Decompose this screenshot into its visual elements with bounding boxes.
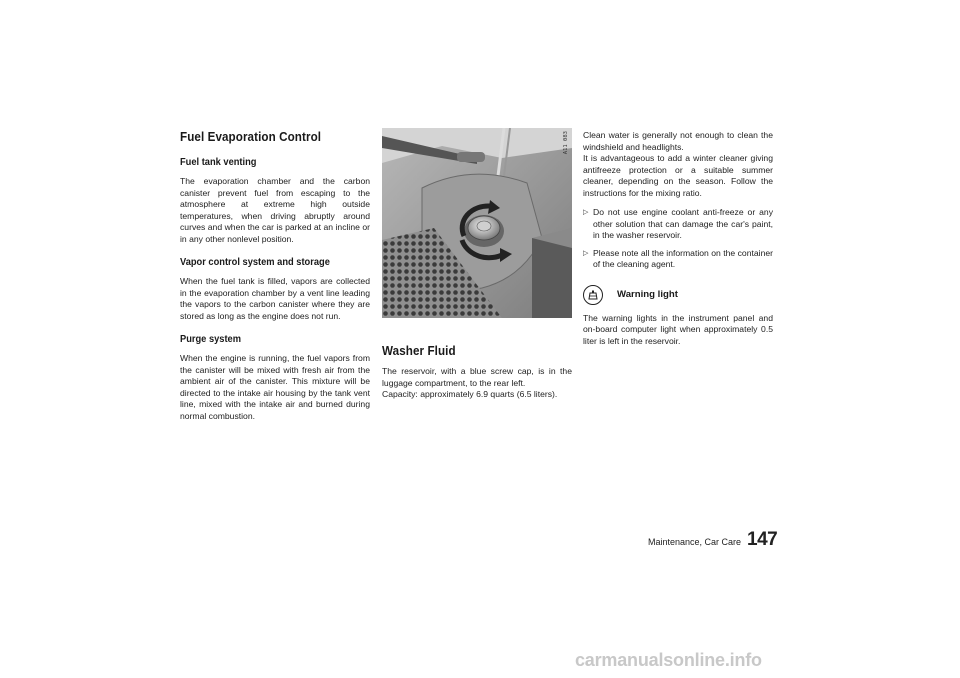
- subheading-fuel-tank-venting: Fuel tank venting: [180, 157, 257, 168]
- washer-title: Washer Fluid: [382, 344, 456, 358]
- warning-light-heading: [583, 285, 773, 305]
- washer-reservoir-photo: [382, 128, 572, 318]
- washer-paragraph-location: The reservoir, with a blue screw cap, is in the luggage compartment, to the rear left.: [382, 366, 572, 388]
- list-item: ▷ Do not use engine coolant anti-freeze or any other solution that can damage the car's paint, in the washer reservoir.: [583, 207, 773, 240]
- paragraph-purge-system: When the engine is running, the fuel vapors from the canister will be mixed with fresh air from the ambient air of the canister. This mixture will be directed to the intake air housing by the tank vent line, mixed with the intake air and burned during normal combustion.: [180, 353, 370, 421]
- watermark: carmanualsonline.info: [575, 650, 762, 670]
- paragraph-vapor-control: When the fuel tank is filled, vapors are collected in the evaporation chamber by a vent line leading the vapors to the carbon canister where they are stored as long as the engine does not run.: [180, 276, 370, 321]
- triangle-right-icon: ▷: [583, 249, 589, 257]
- page-footer: [648, 529, 777, 551]
- subheading-vapor-control: Vapor control system and storage: [180, 257, 330, 268]
- figure-code: A11 083: [563, 131, 569, 155]
- section-washer-fluid: [382, 344, 572, 413]
- paragraph-winter-cleaner: It is advantageous to add a winter cleaner giving antifreeze protection or a suitable summer cleaner, depending on the season. Follow the instructions for the mixing ratio.: [583, 153, 773, 198]
- warning-paragraph: The warning lights in the instrument panel and on-board computer light when approximately 0.5 liter is left in the reservoir.: [583, 312, 773, 346]
- list-item: ▷ Please note all the information on the container of the cleaning agent.: [583, 247, 773, 269]
- footer-section-name: Maintenance, Car Care: [648, 537, 742, 547]
- paragraph-clean-water: Clean water is generally not enough to clean the windshield and headlights.: [583, 130, 773, 152]
- column-washer-cleaning: [583, 130, 773, 359]
- section-title: Fuel Evaporation Control: [180, 130, 322, 144]
- page-number: 147: [747, 529, 778, 550]
- subheading-purge-system: Purge system: [180, 334, 242, 345]
- warning-title: Warning light: [617, 289, 678, 300]
- paragraph-fuel-tank-venting: The evaporation chamber and the carbon canister prevent fuel from escaping to the atmosphere at extreme high outside temperatures, when driving abruptly around curves and when the car is parked at an incline or in any other nonlevel position.: [180, 176, 370, 244]
- reservoir-illustration: [382, 128, 572, 318]
- instruction-list: [583, 207, 773, 271]
- washer-reservoir-icon: [583, 285, 603, 305]
- triangle-right-icon: ▷: [583, 209, 589, 216]
- column-fuel-evaporation: [180, 130, 370, 434]
- washer-paragraph-capacity: Capacity: approximately 6.9 quarts (6.5 liters).: [382, 389, 558, 399]
